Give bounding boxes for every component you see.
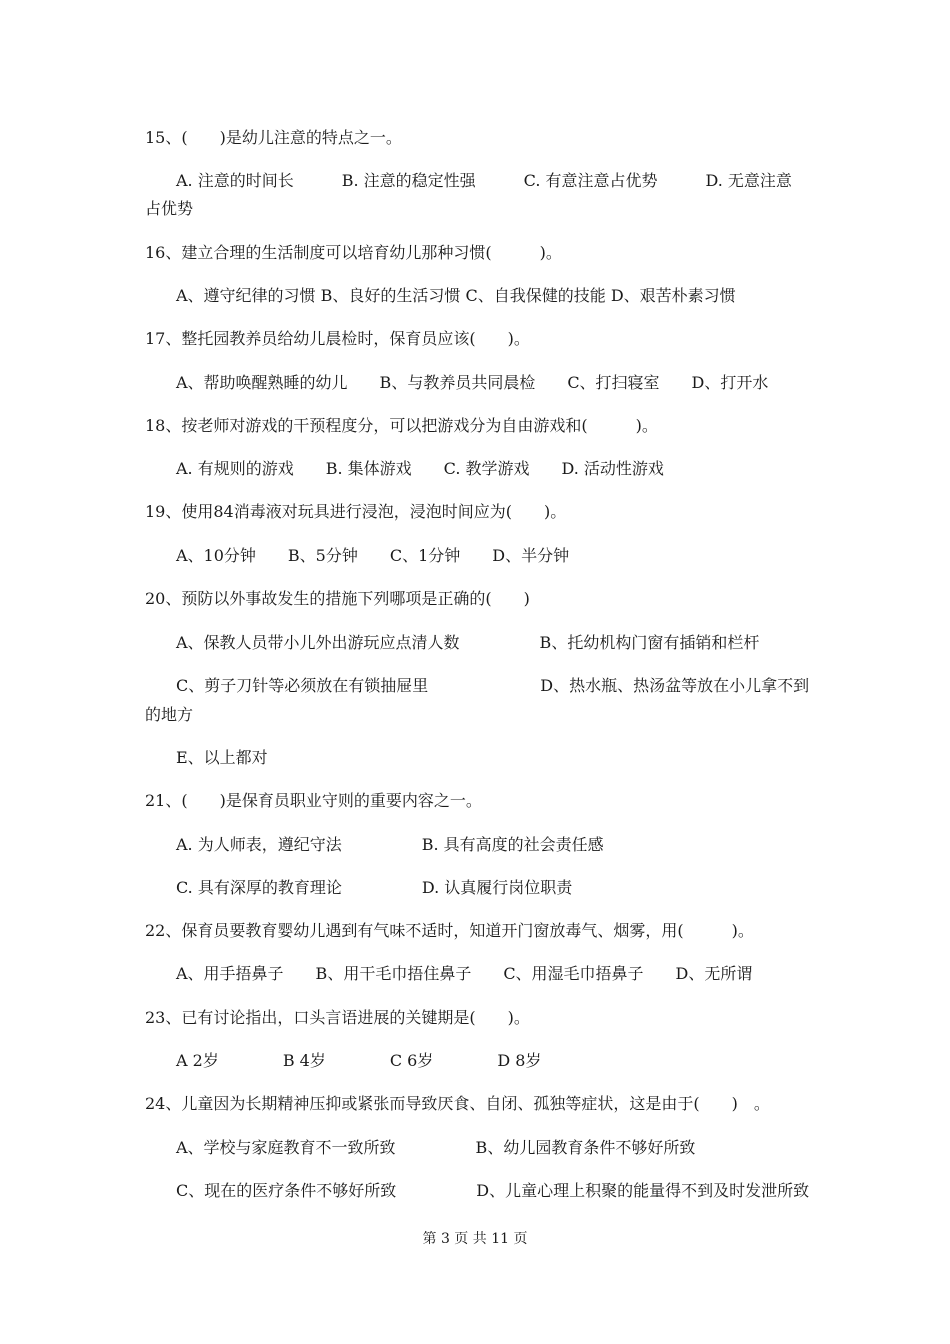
question-23-stem: 23、已有讨论指出，口头言语进展的关键期是( )。 [145,1008,530,1027]
question-16-options: A、遵守纪律的习惯 B、良好的生活习惯 C、自我保健的技能 D、艰苦朴素习惯 [176,286,736,305]
question-15-options: A. 注意的时间长 B. 注意的稳定性强 C. 有意注意占优势 D. 无意注意 [176,171,792,190]
question-22-stem: 22、保育员要教育婴幼儿遇到有气味不适时，知道开门窗放毒气、烟雾，用( )。 [145,921,754,940]
question-16-stem: 16、建立合理的生活制度可以培育幼儿那种习惯( )。 [145,243,562,262]
question-15-options-continued: 占优势 [145,199,194,218]
question-20-stem: 20、预防以外事故发生的措施下列哪项是正确的( ) [145,589,530,608]
question-21-stem: 21、( )是保育员职业守则的重要内容之一。 [145,791,482,810]
question-20-options-ab: A、保教人员带小儿外出游玩应点清人数 B、托幼机构门窗有插销和栏杆 [176,633,760,652]
question-23-options: A 2岁 B 4岁 C 6岁 D 8岁 [176,1051,542,1070]
question-19-options: A、10分钟 B、5分钟 C、1分钟 D、半分钟 [176,546,570,565]
question-21-options-ab: A. 为人师表，遵纪守法 B. 具有高度的社会责任感 [176,835,604,854]
page-footer: 第 3 页 共 11 页 [422,1231,528,1247]
question-22-options: A、用手捂鼻子 B、用干毛巾捂住鼻子 C、用湿毛巾捂鼻子 D、无所谓 [176,964,753,983]
question-21-options-cd: C. 具有深厚的教育理论 D. 认真履行岗位职责 [176,878,573,897]
question-20-option-e: E、以上都对 [176,748,268,767]
question-18-stem: 18、按老师对游戏的干预程度分，可以把游戏分为自由游戏和( )。 [145,416,658,435]
question-19-stem: 19、使用84消毒液对玩具进行浸泡，浸泡时间应为( )。 [145,502,567,521]
question-17-stem: 17、整托园教养员给幼儿晨检时，保育员应该( )。 [145,329,530,348]
question-24-options-ab: A、学校与家庭教育不一致所致 B、幼儿园教育条件不够好所致 [176,1138,696,1157]
question-18-options: A. 有规则的游戏 B. 集体游戏 C. 教学游戏 D. 活动性游戏 [176,459,664,478]
question-20-options-continued: 的地方 [145,705,194,724]
question-24-stem: 24、儿童因为长期精神压抑或紧张而导致厌食、自闭、孤独等症状，这是由于( ) 。 [145,1094,770,1113]
question-24-options-cd: C、现在的医疗条件不够好所致 D、儿童心理上积聚的能量得不到及时发泄所致 [176,1181,810,1200]
question-20-options-cd: C、剪子刀针等必须放在有锁抽屉里 D、热水瓶、热汤盆等放在小儿拿不到 [176,676,810,695]
question-17-options: A、帮助唤醒熟睡的幼儿 B、与教养员共同晨检 C、打扫寝室 D、打开水 [176,373,769,392]
question-15-stem: 15、( )是幼儿注意的特点之一。 [145,128,402,147]
